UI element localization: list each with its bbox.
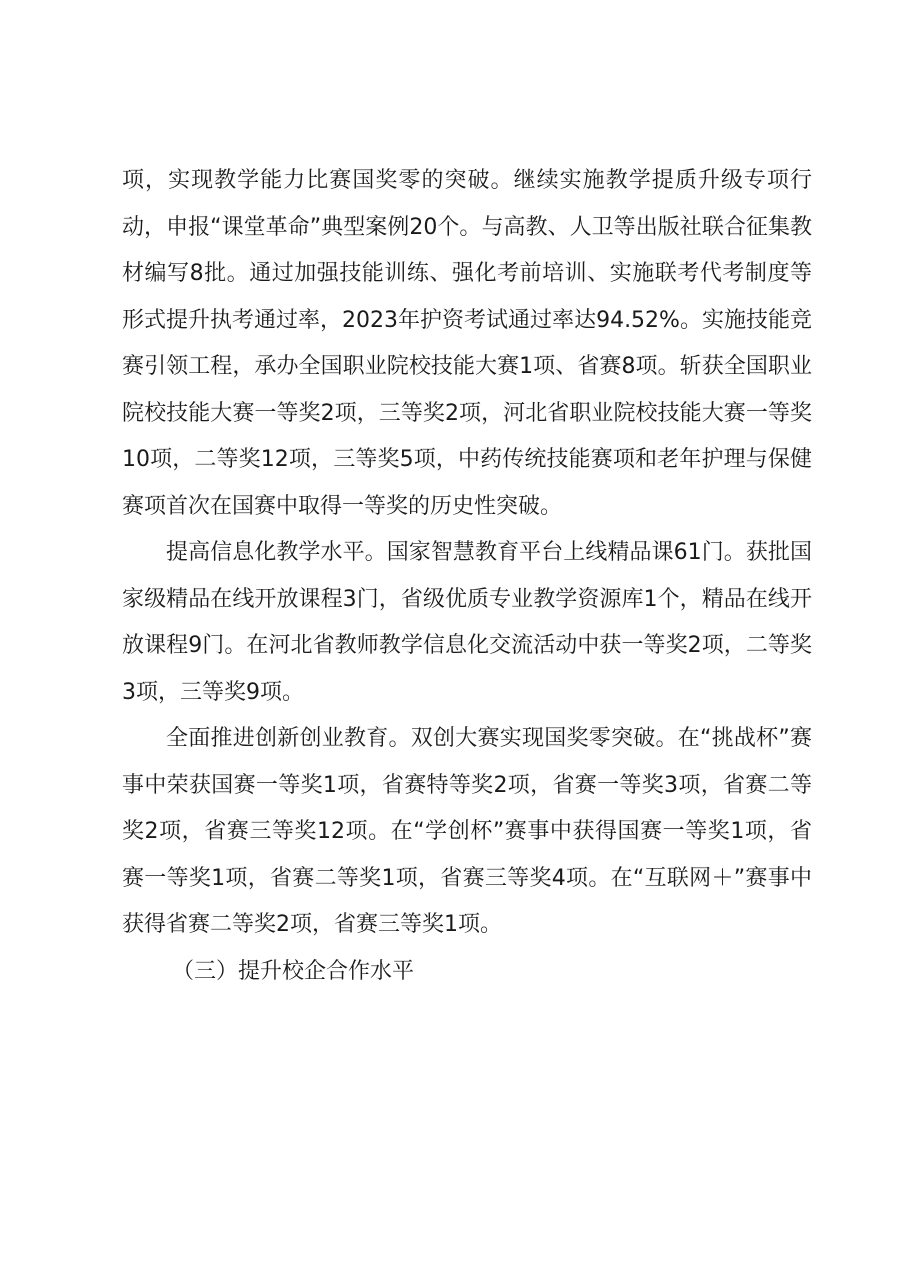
section-heading: （三）提升校企合作水平 [172,958,415,984]
paragraph-innovation-entrepreneurship: 全面推进创新创业教育。双创大赛实现国奖零突破。在“挑战杯”赛事中荣获国赛一等奖1项，省赛特等奖2项，省赛一等奖3项，省赛二等奖2项，省赛三等奖12项。在“学创杯”赛事中获得国赛一等奖1项，省赛一等奖1项，省赛二等奖1项，省赛三等奖4项。在“互联网＋”赛事中获得省赛二等奖2项，省赛三等奖1项。 [122,726,812,937]
document-body [122,158,812,995]
paragraph-teaching-competition: 项，实现教学能力比赛国奖零的突破。继续实施教学提质升级专项行动，申报“课堂革命”典型案例20个。与高教、人卫等出版社联合征集教材编写8批。通过加强技能训练、强化考前培训、实施联考代考制度等形式提升执考通过率，2023年护资考试通过率达94.52%。实施技能竞赛引领工程，承办全国职业院校技能大赛1项、省赛8项。斩获全国职业院校技能大赛一等奖2项，三等奖2项，河北省职业院校技能大赛一等奖10项，二等奖12项，三等奖5项，中药传统技能赛项和老年护理与保健赛项首次在国赛中取得一等奖的历史性突破。 [122,168,812,519]
paragraph-informatization-teaching: 提高信息化教学水平。国家智慧教育平台上线精品课61门。获批国家级精品在线开放课程3门，省级优质专业教学资源库1个，精品在线开放课程9门。在河北省教师教学信息化交流活动中获一等奖2项，二等奖3项，三等奖9项。 [122,540,812,705]
